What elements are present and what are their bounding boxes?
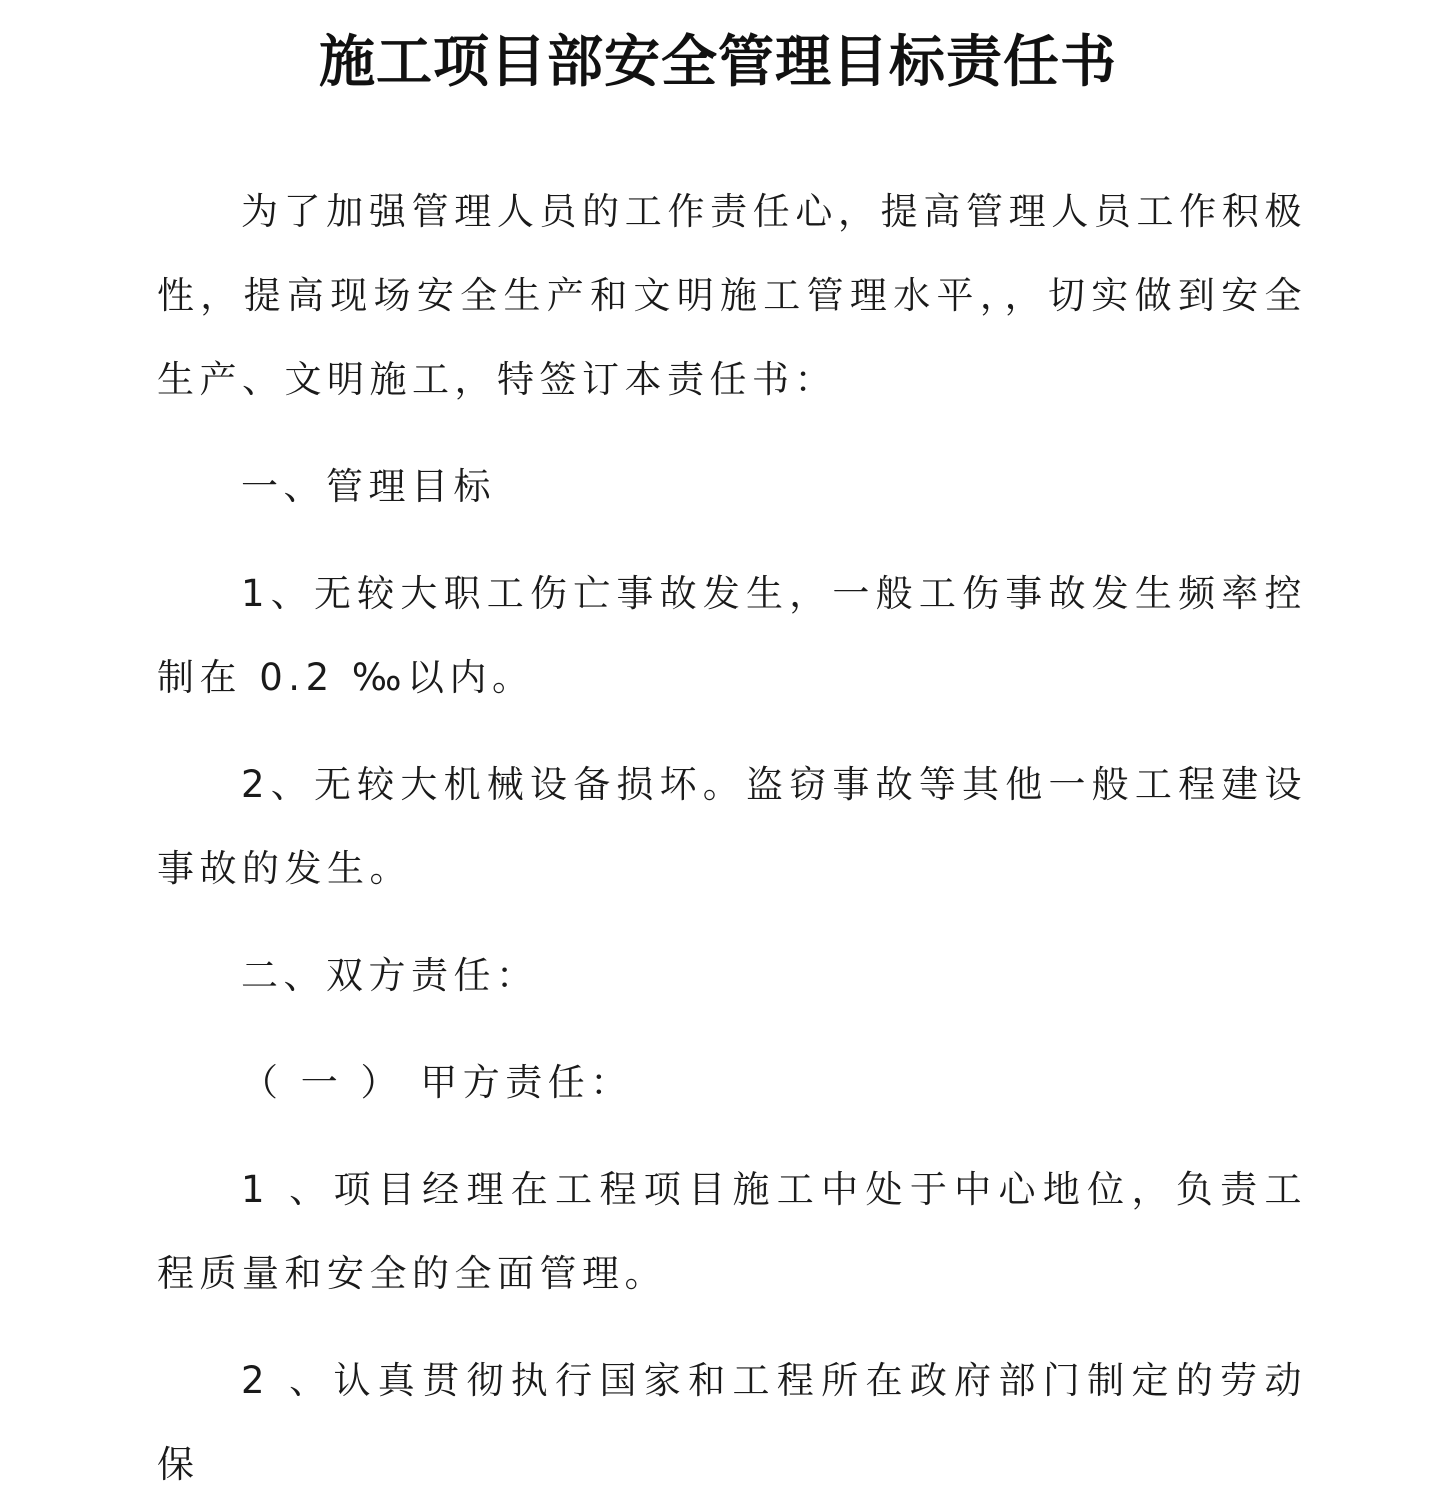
section-heading-management-goals: 一、管理目标	[241, 465, 496, 508]
goal-item-2: 2、无较大机械设备损坏。盗窃事故等其他一般工程建设事故的发生。	[157, 763, 1307, 890]
party-a-item-1: 1 、项目经理在工程项目施工中处于中心地位，负责工程质量和安全的全面管理。	[157, 1168, 1307, 1295]
intro-paragraph: 为了加强管理人员的工作责任心，提高管理人员工作积极性，提高现场安全生产和文明施工管理水平，，切实做到安全生产、文明施工，特签订本责任书：	[157, 190, 1307, 401]
section-heading-responsibilities: 二、双方责任：	[241, 954, 539, 997]
subsection-heading-party-a: （ 一 ） 甲方责任：	[241, 1061, 633, 1104]
party-a-item-2: 2 、认真贯彻执行国家和工程所在政府部门制定的劳动保	[157, 1359, 1307, 1486]
document-title: 施工项目部安全管理目标责任书	[319, 29, 1117, 95]
document-body	[157, 170, 1307, 1507]
goal-item-1: 1、无较大职工伤亡事故发生，一般工伤事故发生频率控制在 0.2 ‰以内。	[157, 572, 1307, 699]
